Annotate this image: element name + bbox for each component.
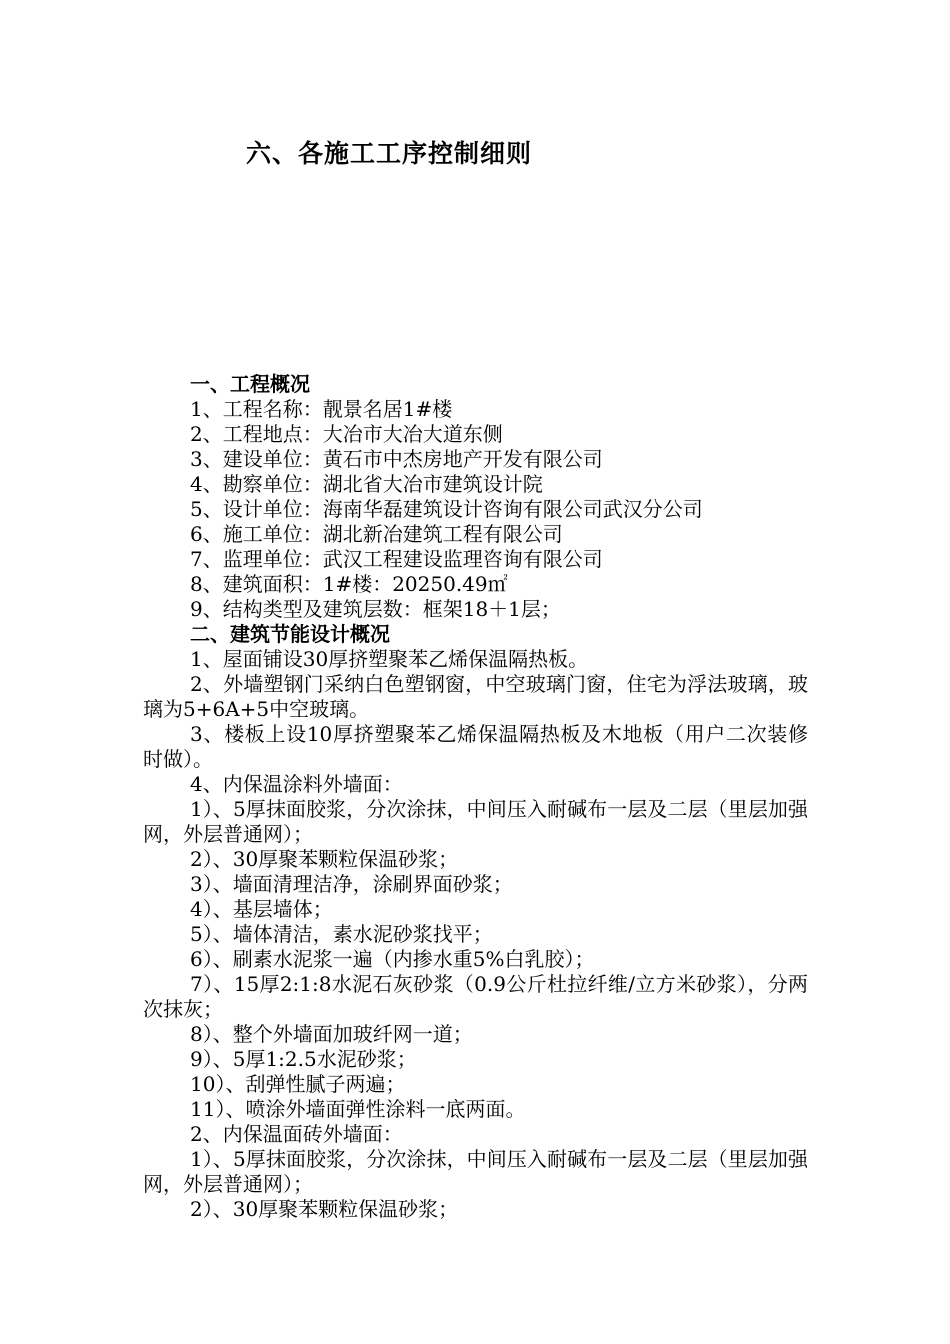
paragraph: 7）、15厚2:1:8水泥石灰砂浆（0.9公斤杜拉纤维/立方米砂浆），分两次抹灰； bbox=[143, 972, 808, 1021]
paragraph: 2）、30厚聚苯颗粒保温砂浆； bbox=[190, 847, 459, 871]
paragraph: 7、监理单位：武汉工程建设监理咨询有限公司 bbox=[190, 547, 603, 571]
paragraph: 3、楼板上设10厚挤塑聚苯乙烯保温隔热板及木地板（用户二次装修时做）。 bbox=[143, 722, 808, 771]
paragraph: 4、内保温涂料外墙面： bbox=[190, 772, 403, 796]
paragraph: 8、建筑面积：1#楼：20250.49㎡ bbox=[190, 572, 508, 596]
paragraph: 2、工程地点：大冶市大冶大道东侧 bbox=[190, 422, 503, 446]
paragraph: 1、工程名称：靓景名居1#楼 bbox=[190, 397, 453, 421]
paragraph: 2、内保温面砖外墙面： bbox=[190, 1122, 403, 1146]
paragraph: 5、设计单位：海南华磊建筑设计咨询有限公司武汉分公司 bbox=[190, 497, 703, 521]
paragraph: 9）、5厚1:2.5水泥砂浆； bbox=[190, 1047, 417, 1071]
paragraph: 6、施工单位：湖北新冶建筑工程有限公司 bbox=[190, 522, 563, 546]
paragraph: 6）、刷素水泥浆一遍（内掺水重5%白乳胶）； bbox=[190, 947, 595, 971]
paragraph: 3、建设单位：黄石市中杰房地产开发有限公司 bbox=[190, 447, 603, 471]
paragraph: 5）、墙体清洁，素水泥砂浆找平； bbox=[190, 922, 493, 946]
paragraph: 8）、整个外墙面加玻纤网一道； bbox=[190, 1022, 473, 1046]
document-body bbox=[143, 372, 808, 1222]
paragraph: 2）、30厚聚苯颗粒保温砂浆； bbox=[190, 1197, 459, 1221]
section-heading: 二、建筑节能设计概况 bbox=[190, 622, 390, 646]
paragraph: 11）、喷涂外墙面弹性涂料一底两面。 bbox=[190, 1097, 526, 1121]
paragraph: 1）、5厚抹面胶浆，分次涂抹，中间压入耐碱布一层及二层（里层加强网，外层普通网）； bbox=[143, 797, 808, 846]
document-title: 六、各施工工序控制细则 bbox=[246, 139, 533, 168]
paragraph: 3）、墙面清理洁净，涂刷界面砂浆； bbox=[190, 872, 513, 896]
paragraph: 1）、5厚抹面胶浆，分次涂抹，中间压入耐碱布一层及二层（里层加强网，外层普通网）； bbox=[143, 1147, 808, 1196]
paragraph: 2、外墙塑钢门采纳白色塑钢窗，中空玻璃门窗，住宅为浮法玻璃，玻璃为5+6A+5中空玻璃。 bbox=[143, 672, 808, 721]
paragraph: 4）、基层墙体； bbox=[190, 897, 333, 921]
paragraph: 1、屋面铺设30厚挤塑聚苯乙烯保温隔热板。 bbox=[190, 647, 589, 671]
section-heading: 一、工程概况 bbox=[190, 372, 310, 396]
paragraph: 9、结构类型及建筑层数：框架18＋1层； bbox=[190, 597, 561, 621]
paragraph: 10）、刮弹性腻子两遍； bbox=[190, 1072, 406, 1096]
paragraph: 4、勘察单位：湖北省大冶市建筑设计院 bbox=[190, 472, 543, 496]
